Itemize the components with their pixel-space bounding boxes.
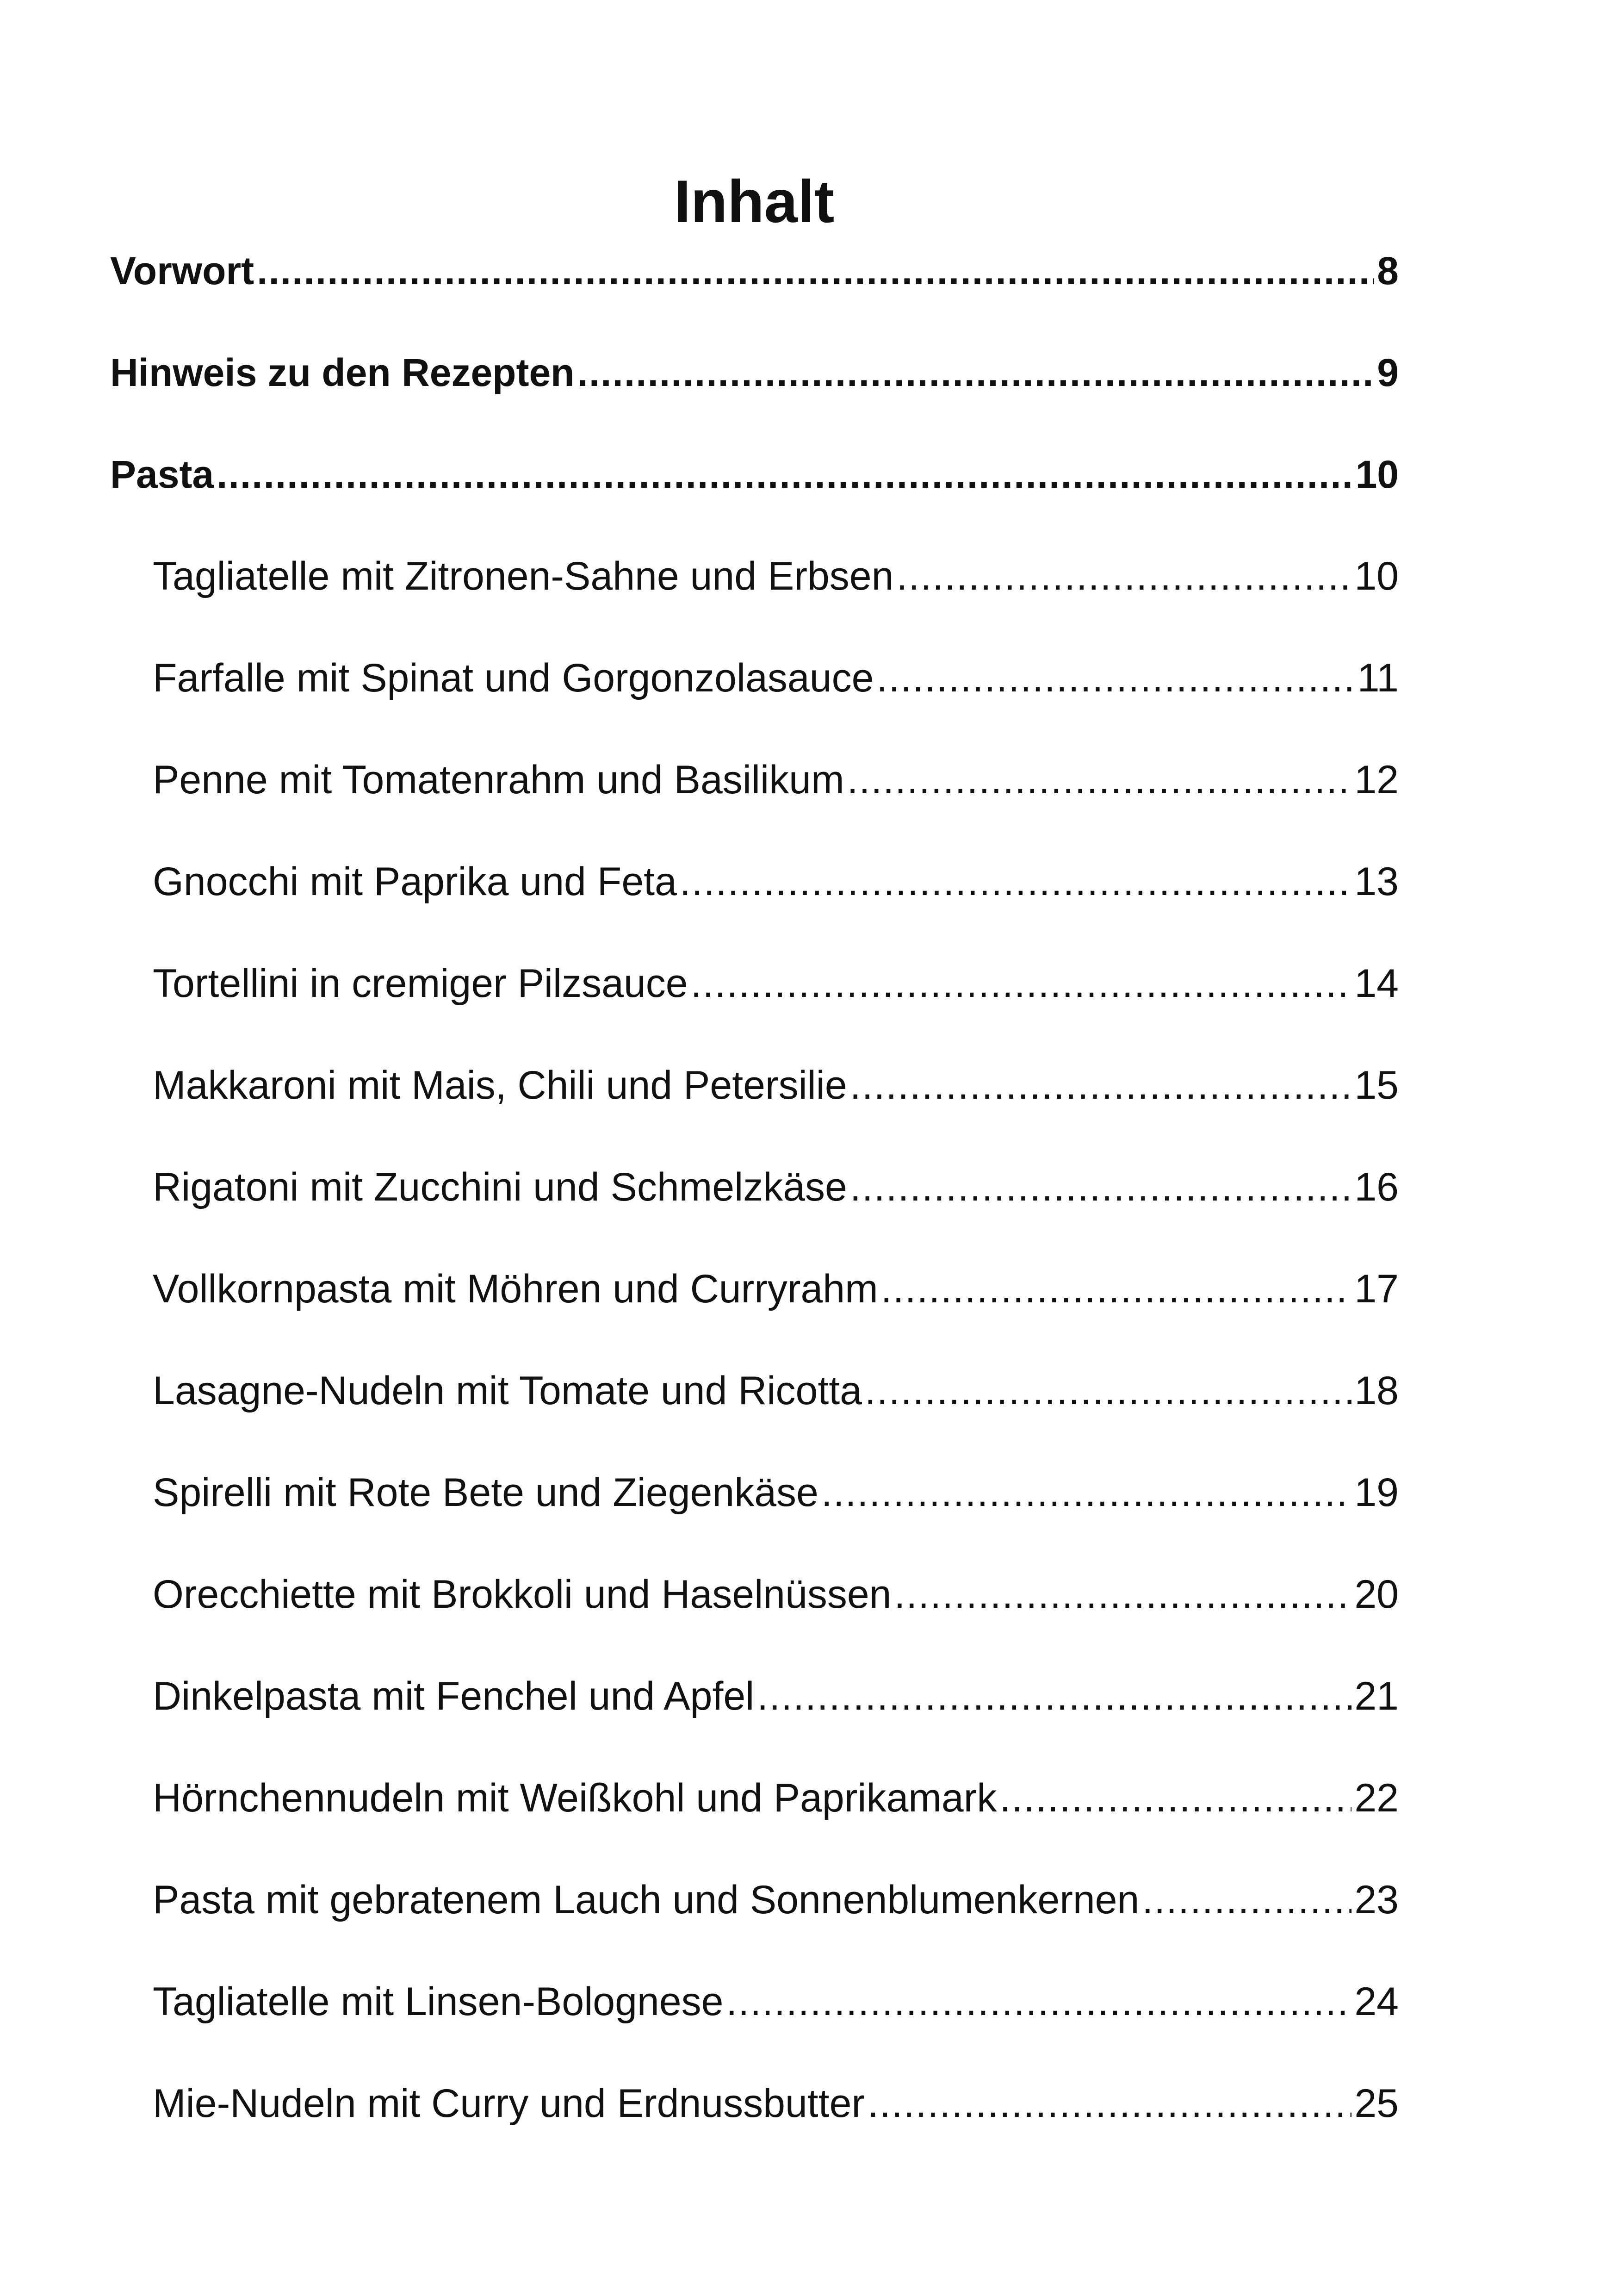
dot-leader [726,1969,1351,2034]
toc-page-number: 15 [1354,1063,1399,1108]
dot-leader [876,646,1354,710]
toc-entry-label: Gnocchi mit Paprika und Feta [153,859,677,904]
toc-recipe-entry [110,1460,1399,1562]
dot-leader [850,1155,1351,1220]
toc-recipe-entry [110,1257,1399,1358]
toc-page-number: 16 [1354,1165,1399,1209]
toc-recipe-entry [110,951,1399,1053]
toc-page-number: 19 [1354,1470,1399,1515]
toc-recipe-entry [110,646,1399,747]
toc-chapter-entry [110,442,1399,544]
toc-entry-label: Tagliatelle mit Linsen-Bolognese [153,1979,724,2024]
dot-leader [257,238,1374,303]
toc-page-number: 20 [1354,1572,1399,1617]
toc-entry-label: Orecchiette mit Brokkoli und Haselnüssen [153,1572,892,1617]
toc-recipe-entry [110,849,1399,951]
toc-page-number: 24 [1354,1979,1399,2024]
toc-recipe-entry [110,544,1399,646]
dot-leader [217,442,1352,507]
toc-page-number: 17 [1354,1267,1399,1311]
toc-page-number: 22 [1354,1776,1399,1820]
dot-leader [850,1053,1352,1118]
toc-page-number: 23 [1354,1878,1399,1922]
toc-entry-label: Rigatoni mit Zucchini und Schmelzkäse [153,1165,847,1209]
toc-page-number: 10 [1354,554,1399,598]
dot-leader [881,1257,1352,1321]
toc-page-number: 12 [1354,758,1399,802]
toc-entry-label: Pasta [110,453,214,496]
toc-page-number: 9 [1377,351,1399,394]
table-of-contents [110,238,1399,2173]
toc-recipe-entry [110,2071,1399,2173]
toc-entry-label: Makkaroni mit Mais, Chili und Petersilie [153,1063,847,1108]
toc-entry-label: Hinweis zu den Rezepten [110,351,575,394]
page-title: Inhalt [674,168,835,235]
dot-leader [691,951,1352,1016]
toc-recipe-entry [110,747,1399,849]
toc-entry-label: Farfalle mit Spinat und Gorgonzolasauce [153,656,874,700]
toc-page-number: 11 [1357,656,1399,700]
toc-recipe-entry [110,1053,1399,1155]
toc-chapter-entry [110,238,1399,340]
toc-page-number: 14 [1354,961,1399,1006]
dot-leader [680,849,1351,914]
toc-entry-label: Tortellini in cremiger Pilzsauce [153,961,688,1006]
toc-entry-label: Hörnchennudeln mit Weißkohl und Paprikamark [153,1776,997,1820]
toc-page-number: 25 [1354,2081,1399,2126]
toc-page-number: 13 [1354,859,1399,904]
toc-recipe-entry [110,1358,1399,1460]
dot-leader [999,1766,1351,1830]
toc-entry-label: Pasta mit gebratenem Lauch und Sonnenblumenkernen [153,1878,1140,1922]
toc-page-number: 8 [1377,249,1399,292]
toc-entry-label: Penne mit Tomatenrahm und Basilikum [153,758,844,802]
toc-recipe-entry [110,1766,1399,1867]
dot-leader [847,747,1352,812]
toc-recipe-entry [110,1969,1399,2071]
toc-page-number: 21 [1354,1674,1399,1718]
toc-entry-label: Vorwort [110,249,254,292]
toc-recipe-entry [110,1867,1399,1969]
dot-leader [868,2071,1351,2136]
toc-recipe-entry [110,1155,1399,1257]
toc-entry-label: Spirelli mit Rote Bete und Ziegenkäse [153,1470,818,1515]
toc-page-number: 10 [1355,453,1399,496]
dot-leader [821,1460,1351,1525]
toc-entry-label: Lasagne-Nudeln mit Tomate und Ricotta [153,1369,862,1413]
toc-recipe-entry [110,1664,1399,1766]
toc-entry-label: Dinkelpasta mit Fenchel und Apfel [153,1674,755,1718]
toc-entry-label: Mie-Nudeln mit Curry und Erdnussbutter [153,2081,865,2126]
dot-leader [1142,1867,1351,1932]
toc-recipe-entry [110,1562,1399,1664]
toc-chapter-entry [110,340,1399,442]
dot-leader [757,1664,1351,1729]
toc-entry-label: Vollkornpasta mit Möhren und Curryrahm [153,1267,878,1311]
toc-entry-label: Tagliatelle mit Zitronen-Sahne und Erbsen [153,554,894,598]
dot-leader [896,544,1351,609]
toc-page-number: 18 [1354,1369,1399,1413]
dot-leader [894,1562,1352,1627]
dot-leader [577,340,1375,405]
dot-leader [865,1358,1351,1423]
